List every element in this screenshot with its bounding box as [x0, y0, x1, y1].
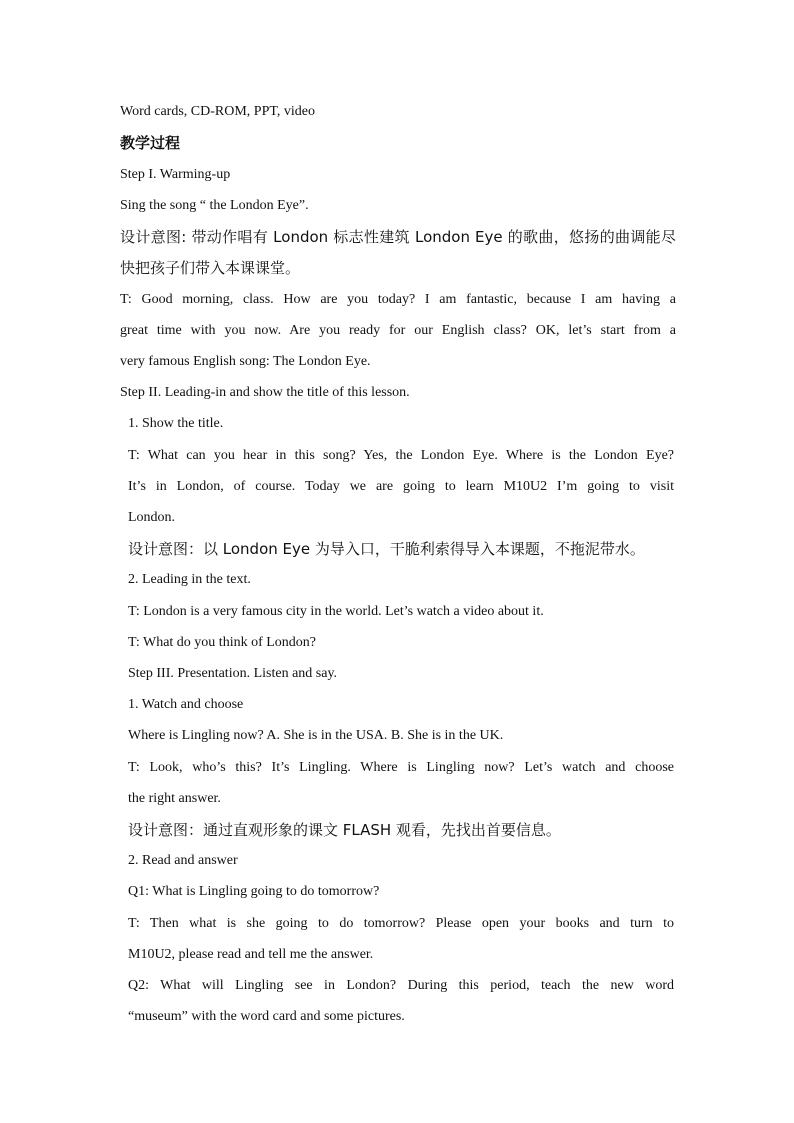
- paragraph-line: It’s in London, of course. Today we are going to learn M10U2 I’m going to visit: [128, 479, 674, 494]
- paragraph-line: T: London is a very famous city in the world. Let’s watch a video about it.: [128, 604, 544, 619]
- paragraph-line: T: Then what is she going to do tomorrow? Please open your books and turn to: [128, 916, 674, 931]
- design-intent-line: 快把孩子们带入本课课堂。: [120, 259, 301, 277]
- paragraph-line: T: What can you hear in this song? Yes, the London Eye. Where is the London Eye?: [128, 448, 674, 463]
- list-item-heading: 1. Show the title.: [128, 416, 224, 431]
- paragraph-line: M10U2, please read and tell me the answer.: [128, 947, 374, 962]
- paragraph-line: Sing the song “ the London Eye”.: [120, 198, 309, 213]
- design-intent-line: 设计意图: 带动作唱有 London 标志性建筑 London Eye 的歌曲，悠扬的曲调能尽: [120, 228, 676, 246]
- step-2-heading: Step II. Leading-in and show the title of this lesson.: [120, 385, 410, 400]
- step-1-heading: Step I. Warming-up: [120, 167, 231, 182]
- paragraph-line: great time with you now. Are you ready for our English class? OK, let’s start from a: [120, 323, 676, 338]
- materials-line: Word cards, CD-ROM, PPT, video: [120, 104, 315, 119]
- section-heading-teaching-process: 教学过程: [120, 134, 181, 152]
- question-line: Q2: What will Lingling see in London? During this period, teach the new word: [128, 978, 674, 993]
- design-intent-line: 设计意图：以 London Eye 为导入口，干脆利索得导入本课题，不拖泥带水。: [128, 540, 645, 558]
- question-line: Q1: What is Lingling going to do tomorrow?: [128, 884, 380, 899]
- paragraph-line: the right answer.: [128, 791, 221, 806]
- list-item-heading: 2. Read and answer: [128, 853, 238, 868]
- paragraph-line: T: Good morning, class. How are you today? I am fantastic, because I am having a: [120, 292, 676, 307]
- list-item-heading: 2. Leading in the text.: [128, 572, 251, 587]
- paragraph-line: T: What do you think of London?: [128, 635, 317, 650]
- design-intent-line: 设计意图：通过直观形象的课文 FLASH 观看，先找出首要信息。: [128, 821, 561, 839]
- paragraph-line: Where is Lingling now? A. She is in the USA. B. She is in the UK.: [128, 728, 504, 743]
- paragraph-line: London.: [128, 510, 176, 525]
- paragraph-line: “museum” with the word card and some pictures.: [128, 1009, 405, 1024]
- paragraph-line: T: Look, who’s this? It’s Lingling. Where is Lingling now? Let’s watch and choose: [128, 760, 674, 775]
- step-3-heading: Step III. Presentation. Listen and say.: [128, 666, 338, 681]
- paragraph-line: very famous English song: The London Eye.: [120, 354, 371, 369]
- list-item-heading: 1. Watch and choose: [128, 697, 244, 712]
